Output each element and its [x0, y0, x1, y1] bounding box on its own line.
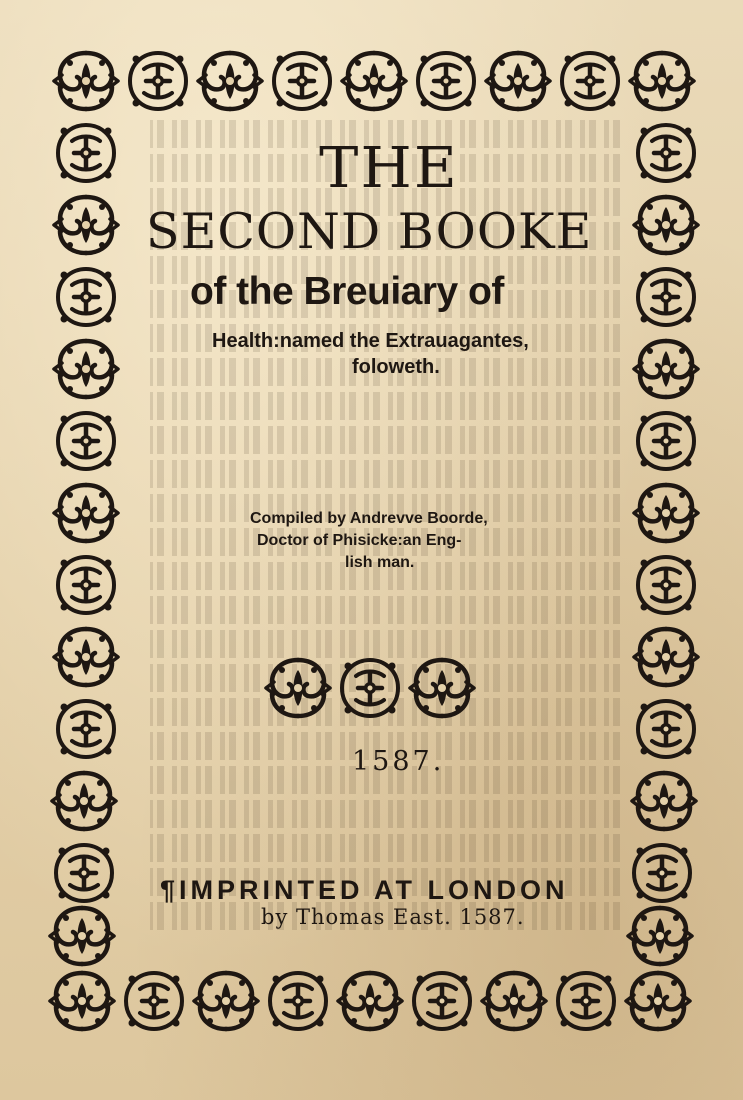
- title-line-breuiary: of the Breuiary of: [190, 270, 504, 313]
- publication-year: 1587.: [352, 746, 445, 777]
- author-line-3: lish man.: [345, 554, 415, 571]
- title-line-foloweth: foloweth.: [352, 356, 440, 378]
- imprint-line-1: ¶IMPRINTED AT LONDON: [160, 875, 569, 905]
- title-line-health: Health:named the Extrauagantes,: [212, 330, 529, 352]
- imprint-line-2: by Thomas East. 1587.: [261, 905, 525, 929]
- title-line-the: THE: [319, 136, 459, 201]
- author-line-1: Compiled by Andrevve Boorde,: [250, 510, 488, 527]
- author-line-2: Doctor of Phisicke:an Eng-: [257, 532, 462, 549]
- title-line-second-booke: SECOND BOOKE: [146, 203, 593, 260]
